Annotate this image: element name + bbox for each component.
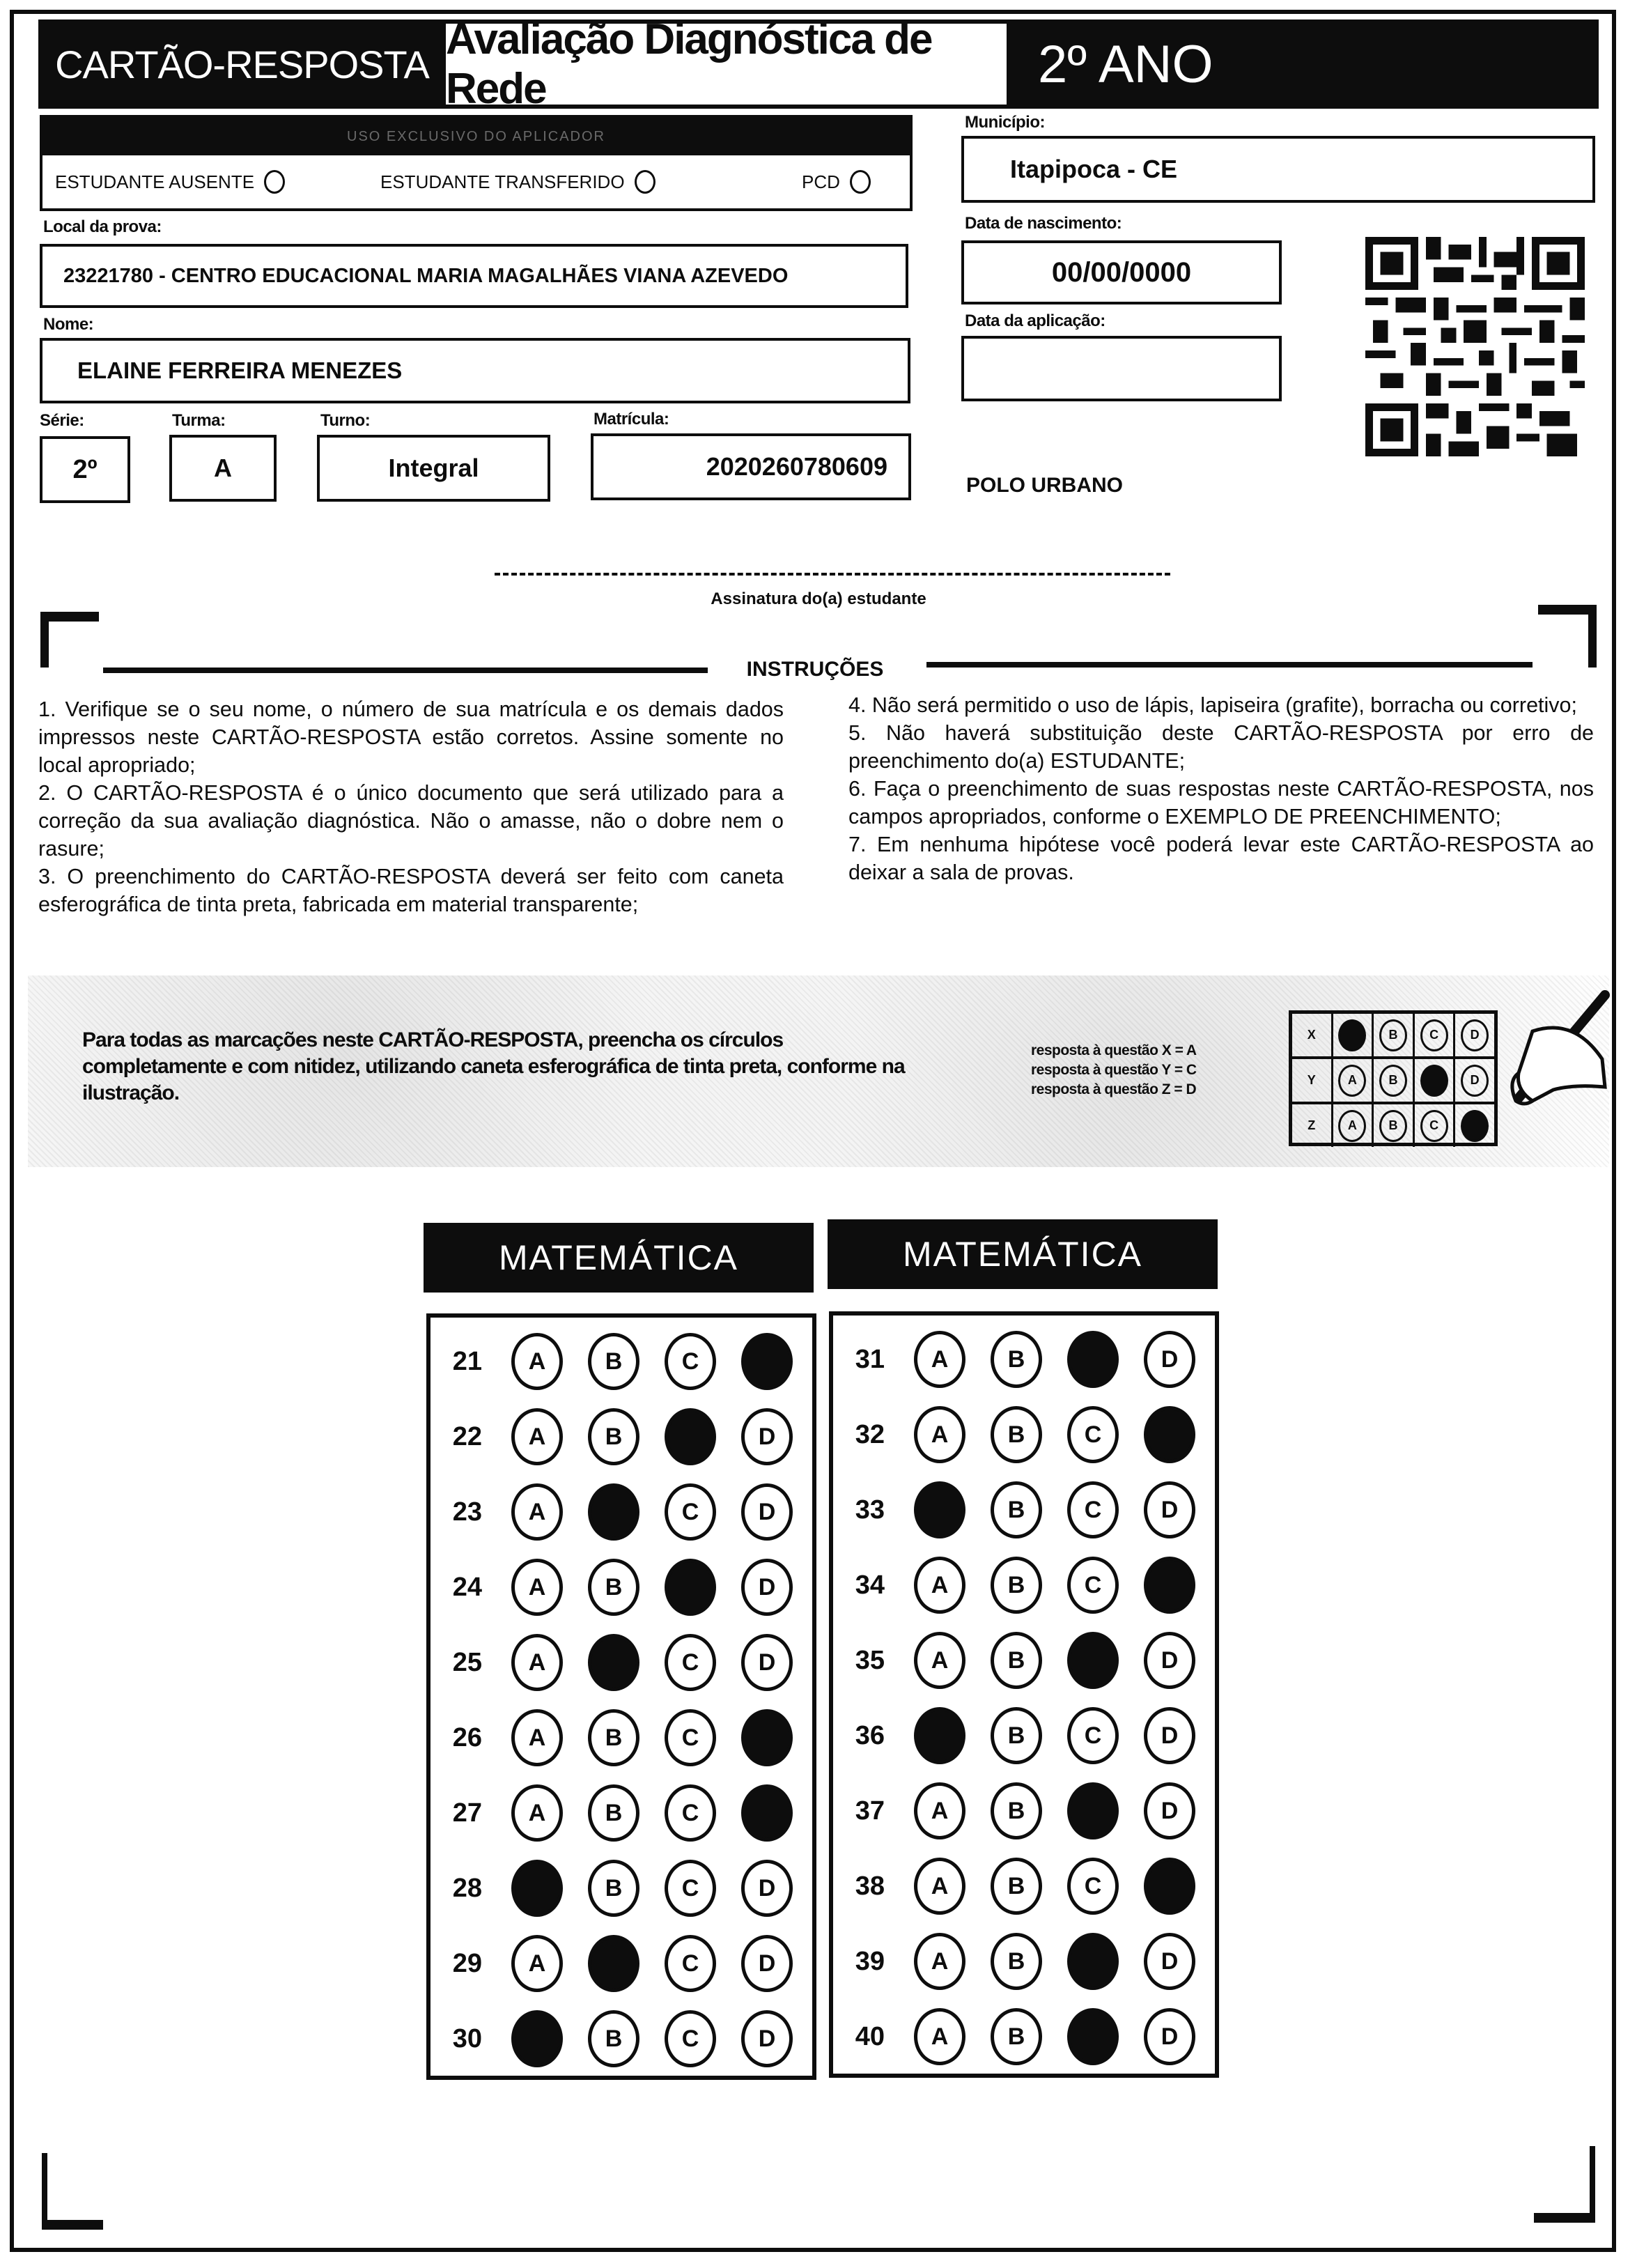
matricula-field [591,433,911,500]
answer-bubble-c[interactable]: C [665,1333,716,1390]
answer-bubble-a[interactable]: A [914,2008,965,2065]
answer-bubble-filled[interactable] [1067,1632,1119,1689]
fill-example-text: Para todas as marcações neste CARTÃO-RESPOSTA, preencha os círculos completamente e com nitidez, utilizando caneta esferográfica de tinta preta, conforme na ilustração. [82,1028,905,1104]
answer-grid-2 [829,1311,1219,2078]
answer-bubble-d[interactable]: D [1144,1707,1195,1764]
answer-bubble-b[interactable]: B [588,1784,639,1842]
answer-bubble-d[interactable]: D [741,1559,793,1616]
corner-mark-br [1590,2146,1595,2223]
aplicador-section [40,115,913,211]
option-pcd[interactable] [802,170,871,194]
answer-bubble-d[interactable]: D [741,1408,793,1465]
instruction-item: 6. Faça o preenchimento de suas respostas neste CARTÃO-RESPOSTA, nos campos apropriados, conforme o EXEMPLO DE PREENCHIMENTO; [848,777,1594,828]
answer-bubble-a[interactable]: A [914,1406,965,1463]
question-row [430,1706,812,1769]
question-row [833,1780,1215,1842]
question-row [833,1629,1215,1692]
answer-bubble-a[interactable]: A [914,1933,965,1990]
corner-mark-tr [1538,605,1597,615]
aplicador-title: USO EXCLUSIVO DO APLICADOR [42,118,910,155]
answer-bubble-filled[interactable] [741,1784,793,1842]
question-row [833,1930,1215,1993]
nome-value: ELAINE FERREIRA MENEZES [77,357,403,383]
question-number: 25 [452,1647,482,1677]
turno-value: Integral [388,454,479,482]
answer-bubble-a[interactable]: A [511,1935,563,1992]
answer-bubble-d[interactable]: D [741,2010,793,2067]
exam-title: Avaliação Diagnóstica de Rede [446,24,1007,105]
answer-bubble-filled[interactable] [1144,1557,1195,1614]
answer-bubble-filled[interactable] [665,1559,716,1616]
answer-bubble-d[interactable]: D [741,1483,793,1541]
fill-example-grid [1289,1010,1498,1146]
example-cell [1415,1014,1456,1056]
instructions-right [848,691,1594,886]
filled-bubble-icon [1420,1065,1448,1097]
question-number: 30 [452,2023,482,2053]
serie-value: 2º [72,454,98,484]
instruction-item: 7. Em nenhuma hipótese você poderá levar este CARTÃO-RESPOSTA ao deixar a sala de provas. [848,833,1594,884]
empty-bubble-icon: D [1461,1065,1489,1097]
answer-bubble-b[interactable]: B [991,1858,1042,1915]
corner-mark-tl [40,612,99,622]
answer-bubble-filled[interactable] [511,1860,563,1917]
empty-bubble-icon: C [1420,1110,1448,1142]
option-estudante-ausente[interactable] [55,170,285,194]
example-cell [1374,1059,1415,1102]
matricula-value: 2020260780609 [706,452,887,481]
answer-bubble-filled[interactable] [741,1709,793,1766]
empty-bubble-icon: A [1338,1110,1366,1142]
example-cell [1333,1014,1374,1056]
answer-bubble-c[interactable]: C [1067,1481,1119,1538]
question-row [430,2007,812,2070]
answer-bubble-filled[interactable] [1067,1782,1119,1839]
answer-bubble-c[interactable]: C [1067,1557,1119,1614]
matricula-label: Matrícula: [593,410,669,429]
instruction-item: 2. O CARTÃO-RESPOSTA é o único documento que será utilizado para a correção da sua avaliação diagnóstica. Não o amasse, não o dobre nem o rasure; [38,781,784,861]
answer-bubble-b[interactable]: B [588,1709,639,1766]
empty-bubble-icon: D [1461,1019,1489,1051]
nome-label: Nome: [43,315,94,334]
answer-bubble-c[interactable]: C [665,1860,716,1917]
hand-with-pen-icon [1477,989,1616,1129]
signature-label: Assinatura do(a) estudante [711,589,926,608]
corner-mark-bl [42,2153,47,2230]
empty-bubble-icon: B [1379,1065,1407,1097]
question-number: 38 [855,1871,885,1901]
aplicacao-field [961,336,1282,401]
legend-line: resposta à questão X = A [1031,1042,1197,1058]
example-row [1292,1104,1494,1147]
polo-label: POLO URBANO [966,474,1123,497]
aplicacao-label: Data da aplicação: [965,311,1105,330]
answer-bubble-b[interactable]: B [588,1333,639,1390]
example-cell [1415,1059,1456,1102]
answer-bubble-filled[interactable] [588,1634,639,1691]
answer-bubble-filled[interactable] [1144,1858,1195,1915]
question-number: 24 [452,1572,482,1602]
answer-bubble-a[interactable]: A [914,1858,965,1915]
question-row [833,2005,1215,2068]
municipio-label: Município: [965,113,1045,132]
answer-bubble-filled[interactable] [1067,1933,1119,1990]
answer-bubble-d[interactable]: D [741,1860,793,1917]
example-row [1292,1014,1494,1059]
subject-header-1: MATEMÁTICA [424,1223,814,1293]
instructions-left [38,695,784,918]
answer-bubble-b[interactable]: B [991,1782,1042,1839]
instructions-title: INSTRUÇÕES [746,658,884,681]
local-field [40,244,908,308]
radio-circle-icon[interactable] [850,170,871,194]
signature-line[interactable] [495,573,1170,576]
question-number: 29 [452,1948,482,1978]
example-cell [1374,1014,1415,1056]
answer-bubble-c[interactable]: C [1067,1406,1119,1463]
answer-bubble-b[interactable]: B [588,1559,639,1616]
answer-bubble-d[interactable]: D [1144,2008,1195,2065]
answer-bubble-b[interactable]: B [991,1557,1042,1614]
answer-bubble-b[interactable]: B [588,2010,639,2067]
option-label: ESTUDANTE TRANSFERIDO [380,171,625,192]
radio-circle-icon[interactable] [264,170,285,194]
question-row [430,1857,812,1920]
empty-bubble-icon: C [1420,1019,1448,1051]
fill-example-legend [1031,1041,1197,1100]
question-row [430,1932,812,1995]
question-row [430,1405,812,1468]
answer-bubble-b[interactable]: B [991,1707,1042,1764]
card-label: CARTÃO-RESPOSTA [55,42,429,86]
turma-label: Turma: [172,411,226,430]
instruction-item: 5. Não haverá substituição deste CARTÃO-RESPOSTA por erro de preenchimento do(a) ESTUDANTE; [848,721,1594,773]
answer-bubble-filled[interactable] [914,1481,965,1538]
answer-bubble-c[interactable]: C [665,1634,716,1691]
empty-bubble-icon: B [1379,1019,1407,1051]
filled-bubble-icon [1338,1019,1366,1051]
radio-circle-icon[interactable] [635,170,655,194]
answer-bubble-filled[interactable] [588,1935,639,1992]
empty-bubble-icon: A [1338,1065,1366,1097]
answer-bubble-d[interactable]: D [1144,1782,1195,1839]
instructions-rule-right [926,662,1533,668]
example-cell [1415,1104,1456,1147]
answer-bubble-filled[interactable] [665,1408,716,1465]
answer-bubble-d[interactable]: D [1144,1632,1195,1689]
answer-bubble-c[interactable]: C [665,1784,716,1842]
answer-bubble-b[interactable]: B [991,1481,1042,1538]
answer-bubble-a[interactable]: A [914,1632,965,1689]
example-question-label: X [1292,1014,1333,1056]
answer-bubble-d[interactable]: D [741,1634,793,1691]
grade-label: 2º ANO [1038,34,1213,94]
serie-field [40,436,130,503]
question-number: 31 [855,1344,885,1374]
local-value: 23221780 - CENTRO EDUCACIONAL MARIA MAGALHÃES VIANA AZEVEDO [63,264,789,287]
fill-example-banner [28,975,1609,1167]
example-row [1292,1059,1494,1104]
option-label: ESTUDANTE AUSENTE [55,171,255,192]
question-row [430,1556,812,1619]
qr-code-icon [1365,237,1585,456]
answer-bubble-c[interactable]: C [665,1709,716,1766]
answer-bubble-filled[interactable] [914,1707,965,1764]
question-number: 26 [452,1722,482,1752]
example-cell [1374,1104,1415,1147]
turma-value: A [214,454,232,482]
answer-bubble-a[interactable]: A [511,1483,563,1541]
answer-bubble-d[interactable]: D [1144,1331,1195,1388]
question-number: 22 [452,1421,482,1451]
question-number: 28 [452,1873,482,1903]
nascimento-field [961,240,1282,304]
answer-bubble-d[interactable]: D [1144,1481,1195,1538]
instruction-item: 1. Verifique se o seu nome, o número de sua matrícula e os demais dados impressos neste CARTÃO-RESPOSTA estão corretos. Assine somente no local apropriado; [38,697,784,777]
question-number: 37 [855,1796,885,1826]
option-estudante-transferido[interactable] [380,170,655,194]
answer-bubble-c[interactable]: C [665,1483,716,1541]
turno-label: Turno: [320,411,371,430]
question-row [833,1855,1215,1918]
question-row [833,1704,1215,1767]
answer-bubble-b[interactable]: B [991,1331,1042,1388]
nascimento-label: Data de nascimento: [965,214,1122,233]
answer-bubble-filled[interactable] [511,2010,563,2067]
question-row [430,1631,812,1694]
subject-header-2: MATEMÁTICA [828,1219,1218,1289]
question-number: 34 [855,1570,885,1600]
question-row [833,1554,1215,1617]
answer-bubble-d[interactable]: D [741,1935,793,1992]
answer-bubble-b[interactable]: B [991,1632,1042,1689]
answer-bubble-b[interactable]: B [991,1933,1042,1990]
serie-label: Série: [40,411,84,430]
question-number: 39 [855,1946,885,1976]
answer-bubble-b[interactable]: B [991,2008,1042,2065]
municipio-field [961,136,1595,203]
answer-bubble-b[interactable]: B [991,1406,1042,1463]
empty-bubble-icon: B [1379,1110,1407,1142]
example-question-label: Y [1292,1059,1333,1102]
answer-bubble-a[interactable]: A [511,1709,563,1766]
nome-field [40,338,910,403]
answer-bubble-a[interactable]: A [511,1333,563,1390]
answer-grid-1 [426,1313,816,2080]
example-question-label: Z [1292,1104,1333,1147]
corner-mark-bl [42,2220,103,2230]
legend-line: resposta à questão Y = C [1031,1062,1197,1078]
question-number: 23 [452,1497,482,1527]
question-number: 36 [855,1720,885,1750]
example-cell [1333,1059,1374,1102]
nascimento-value: 00/00/0000 [1051,256,1192,288]
answer-bubble-filled[interactable] [1144,1406,1195,1463]
question-number: 27 [452,1798,482,1828]
question-number: 21 [452,1346,482,1376]
answer-bubble-a[interactable]: A [511,1408,563,1465]
answer-bubble-a[interactable]: A [914,1331,965,1388]
question-row [430,1481,812,1543]
question-number: 33 [855,1495,885,1525]
answer-bubble-b[interactable]: B [588,1408,639,1465]
answer-bubble-filled[interactable] [588,1483,639,1541]
answer-bubble-a[interactable]: A [914,1782,965,1839]
option-label: PCD [802,171,840,192]
answer-bubble-a[interactable]: A [914,1557,965,1614]
turno-field [317,435,550,502]
question-number: 35 [855,1645,885,1675]
legend-line: resposta à questão Z = D [1031,1081,1197,1097]
municipio-value: Itapipoca - CE [1010,155,1178,183]
answer-bubble-c[interactable]: C [1067,1707,1119,1764]
question-row [833,1403,1215,1466]
answer-bubble-c[interactable]: C [665,2010,716,2067]
question-row [833,1479,1215,1541]
answer-bubble-a[interactable]: A [511,1559,563,1616]
answer-bubble-d[interactable]: D [1144,1933,1195,1990]
question-row [430,1330,812,1393]
local-label: Local da prova: [43,217,162,236]
example-cell [1333,1104,1374,1147]
answer-bubble-a[interactable]: A [511,1634,563,1691]
answer-bubble-filled[interactable] [1067,2008,1119,2065]
answer-bubble-a[interactable]: A [511,1784,563,1842]
answer-bubble-c[interactable]: C [1067,1858,1119,1915]
aplicador-options [42,155,910,208]
question-number: 32 [855,1419,885,1449]
answer-bubble-filled[interactable] [1067,1331,1119,1388]
corner-mark-br [1534,2213,1595,2223]
question-row [430,1782,812,1844]
answer-bubble-c[interactable]: C [665,1935,716,1992]
answer-bubble-b[interactable]: B [588,1860,639,1917]
answer-bubble-filled[interactable] [741,1333,793,1390]
turma-field [169,435,277,502]
instruction-item: 3. O preenchimento do CARTÃO-RESPOSTA deverá ser feito com caneta esferográfica de tinta preta, fabricada em material transparente; [38,865,784,916]
instruction-item: 4. Não será permitido o uso de lápis, lapiseira (grafite), borracha ou corretivo; [848,693,1577,717]
question-number: 40 [855,2021,885,2051]
instructions-rule-left [103,668,708,673]
question-row [833,1328,1215,1391]
